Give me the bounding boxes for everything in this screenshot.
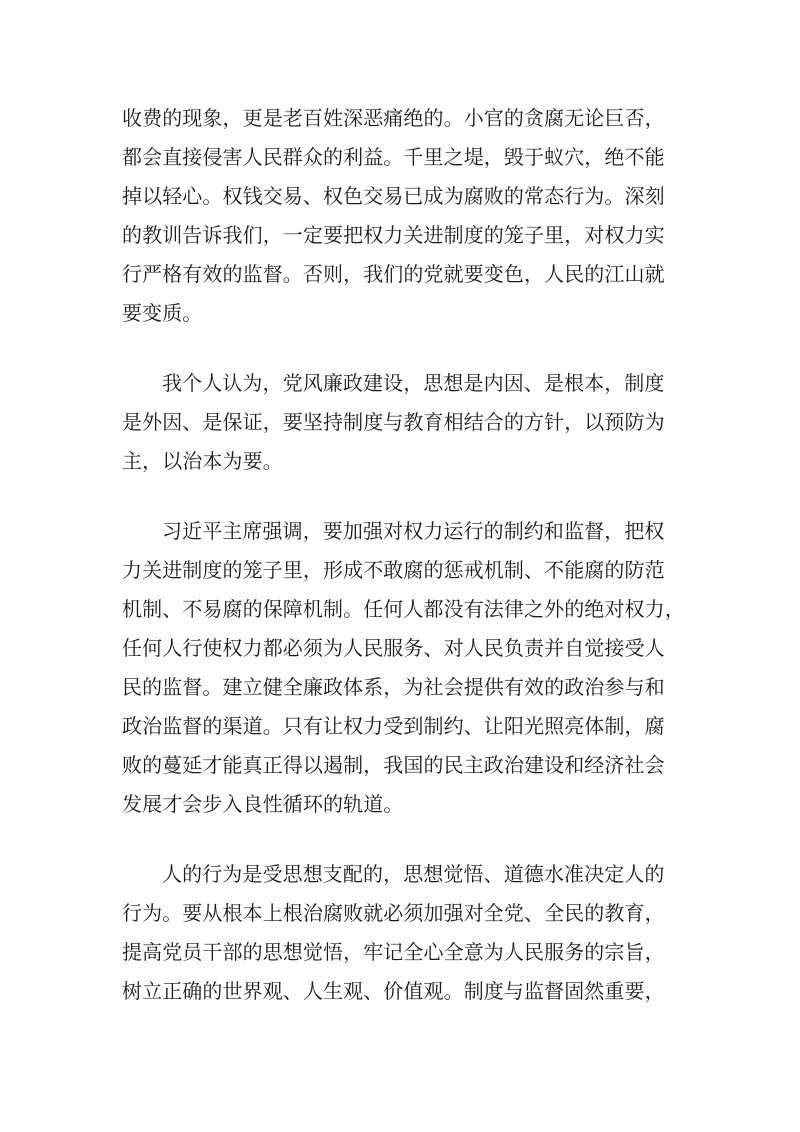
text-line: 行严格有效的监督。否则，我们的党就要变色，人民的江山就: [122, 262, 665, 286]
paragraph-4: [122, 855, 682, 1011]
text-line: 树立正确的世界观、人生观、价值观。制度与监督固然重要，: [122, 979, 665, 1003]
text-line: 收费的现象，更是老百姓深恶痛绝的。小官的贪腐无论巨否，: [122, 106, 665, 130]
text-line: 是外因、是保证，要坚持制度与教育相结合的方针，以预防为: [122, 410, 665, 434]
text-line: 力关进制度的笼子里，形成不敢腐的惩戒机制、不能腐的防范: [122, 558, 665, 582]
text-line: 提高党员干部的思想觉悟，牢记全心全意为人民服务的宗旨，: [122, 940, 665, 964]
paragraph-3: [122, 512, 685, 824]
text-line: 主，以治本为要。: [122, 449, 283, 473]
text-line-indented: 习近平主席强调，要加强对权力运行的制约和监督，把权: [162, 519, 665, 543]
text-line: 都会直接侵害人民群众的利益。千里之堤，毁于蚁穴，绝不能: [122, 145, 665, 169]
text-line-indented: 人的行为是受思想支配的，思想觉悟、道德水准决定人的: [162, 862, 665, 886]
text-line: 发展才会步入良性循环的轨道。: [122, 792, 404, 816]
text-line: 机制、不易腐的保障机制。任何人都没有法律之外的绝对权力，: [122, 597, 685, 621]
paragraph-2: [122, 364, 682, 481]
text-line: 政治监督的渠道。只有让权力受到制约、让阳光照亮体制，腐: [122, 714, 665, 738]
text-line: 掉以轻心。权钱交易、权色交易已成为腐败的常态行为。深刻: [122, 184, 665, 208]
document-page: [122, 99, 685, 1042]
text-line-indented: 我个人认为，党风廉政建设，思想是内因、是根本，制度: [162, 371, 665, 395]
text-line: 行为。要从根本上根治腐败就必须加强对全党、全民的教育，: [122, 901, 665, 925]
text-line: 的教训告诉我们，一定要把权力关进制度的笼子里，对权力实: [122, 223, 665, 247]
text-line: 民的监督。建立健全廉政体系，为社会提供有效的政治参与和: [122, 675, 665, 699]
paragraph-1: [122, 99, 682, 333]
text-line: 任何人行使权力都必须为人民服务、对人民负责并自觉接受人: [122, 636, 665, 660]
text-line: 要变质。: [122, 301, 203, 325]
text-line: 败的蔓延才能真正得以遏制，我国的民主政治建设和经济社会: [122, 753, 665, 777]
